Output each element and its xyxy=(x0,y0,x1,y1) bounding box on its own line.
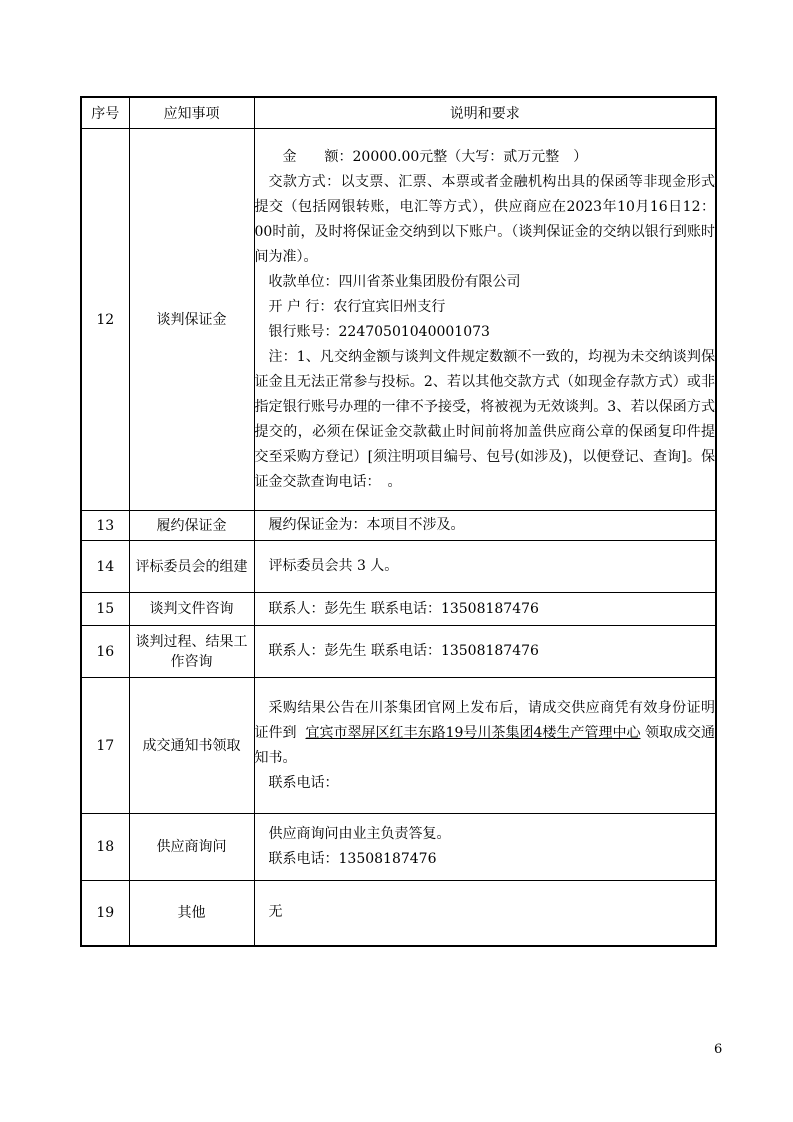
deposit-account: 银行账号：22470501040001073 xyxy=(268,323,490,340)
row-description-text: 联系人：彭先生 联系电话：13508187476 xyxy=(268,643,539,659)
row-description xyxy=(254,541,716,593)
table-header-row xyxy=(81,97,716,129)
row-item: 其他 xyxy=(129,881,254,946)
table-row xyxy=(81,881,716,946)
row-description xyxy=(254,593,716,626)
table-row xyxy=(81,511,716,541)
table-row xyxy=(81,129,716,511)
row-description-text: 评标委员会共 3 人。 xyxy=(268,558,399,574)
notice-pickup-text xyxy=(255,696,716,771)
row-item: 成交通知书领取 xyxy=(129,678,254,814)
table-row xyxy=(81,678,716,814)
row-description xyxy=(254,678,716,814)
header-no: 序号 xyxy=(81,97,129,129)
deposit-bank: 开 户 行：农行宜宾旧州支行 xyxy=(268,298,446,315)
row-description xyxy=(254,814,716,881)
row-number: 19 xyxy=(81,881,129,946)
row-description-text: 履约保证金为：本项目不涉及。 xyxy=(268,517,465,533)
row-item: 谈判过程、结果工作咨询 xyxy=(129,626,254,678)
row-number: 18 xyxy=(81,814,129,881)
deposit-payee: 收款单位：四川省茶业集团股份有限公司 xyxy=(268,273,521,290)
row-item: 履约保证金 xyxy=(129,511,254,541)
row-number: 12 xyxy=(81,129,129,511)
row-description-text: 供应商询问由业主负责答复。 xyxy=(268,826,451,842)
header-item: 应知事项 xyxy=(129,97,254,129)
row-item: 谈判保证金 xyxy=(129,129,254,511)
contact-phone: 联系电话：13508187476 xyxy=(268,851,437,867)
row-description-text: 无 xyxy=(268,904,283,921)
contact-phone: 联系电话： xyxy=(268,774,339,791)
row-item: 供应商询问 xyxy=(129,814,254,881)
header-desc: 说明和要求 xyxy=(254,97,716,129)
row-number: 16 xyxy=(81,626,129,678)
table-row xyxy=(81,541,716,593)
row-number: 15 xyxy=(81,593,129,626)
row-description xyxy=(254,129,716,511)
row-description-text: 联系人：彭先生 联系电话：13508187476 xyxy=(268,600,539,617)
row-item: 评标委员会的组建 xyxy=(129,541,254,593)
deposit-payment-method: 交款方式：以支票、汇票、本票或者金融机构出具的保函等非现金形式提交（包括网银转账，电汇等方式），供应商应在2023年10月16日12：00时前，及时将保证金交纳到以下账户。（谈判保证金的交纳以银行到账时间为准）。 xyxy=(254,173,715,265)
notice-pickup-post: 领取成交通知书。 xyxy=(254,724,716,766)
deposit-note: 注：1、凡交纳金额与谈判文件规定数额不一致的，均视为未交纳谈判保证金且无法正常参与投标。2、若以其他交款方式（如现金存款方式）或非指定银行账号办理的一律不予接受，将被视为无效谈判。3、若以保函方式提交的，必须在保证金交款截止时间前将加盖供应商公章的保函复印件提交至采购方登记）[须注明项目编号、包号(如涉及)，以便登记、查询]。保证金交款查询电话： 。 xyxy=(254,348,715,490)
requirements-table xyxy=(80,96,717,947)
notice-pickup-pre: 采购结果公告在川茶集团官网上发布后，请成交供应商凭有效身份证明证件到 xyxy=(254,699,715,741)
table-row xyxy=(81,814,716,881)
row-description xyxy=(254,626,716,678)
table-row xyxy=(81,626,716,678)
row-description xyxy=(254,881,716,946)
row-number: 13 xyxy=(81,511,129,541)
table-row xyxy=(81,593,716,626)
row-number: 17 xyxy=(81,678,129,814)
page-number: 6 xyxy=(714,1042,723,1057)
deposit-amount: 金 额：20000.00元整（大写：贰万元整 ） xyxy=(282,148,588,165)
row-item: 谈判文件咨询 xyxy=(129,593,254,626)
row-description xyxy=(254,511,716,541)
row-number: 14 xyxy=(81,541,129,593)
notice-pickup-place: 宜宾市翠屏区红丰东路19号川茶集团4楼生产管理中心 xyxy=(305,724,641,741)
